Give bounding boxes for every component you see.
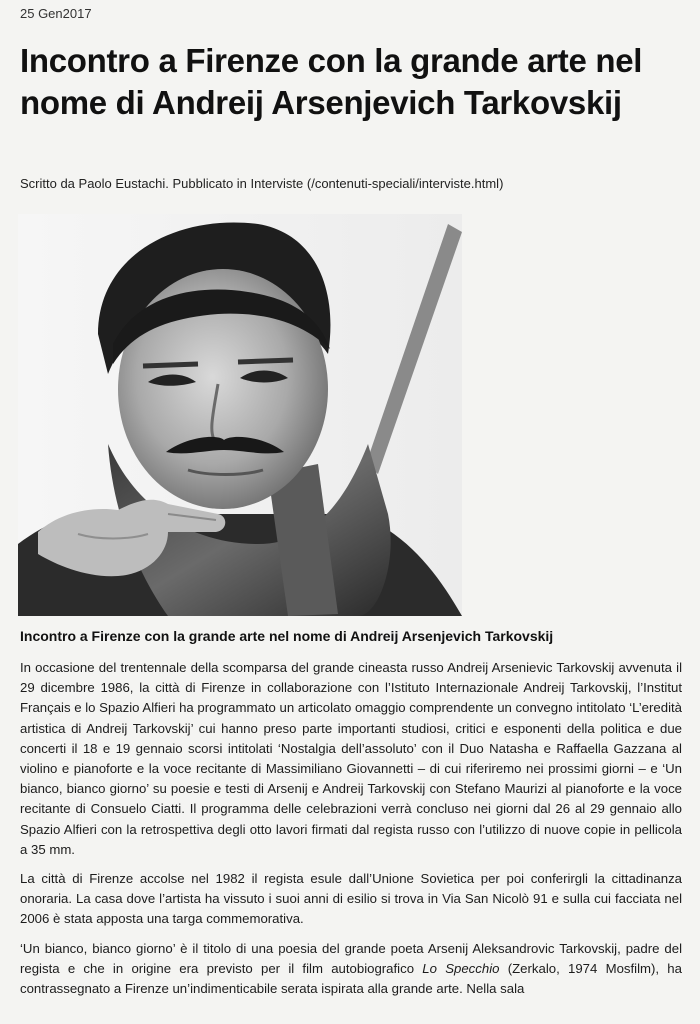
body-paragraph-3 <box>20 939 682 1000</box>
article-title: Incontro a Firenze con la grande arte nel nome di Andreij Arsenjevich Tarkovskij <box>20 42 643 121</box>
photo-caption: Incontro a Firenze con la grande arte nel nome di Andreij Arsenjevich Tarkovskij <box>20 628 554 644</box>
article-date: 25 Gen2017 <box>20 6 92 21</box>
portrait-photo <box>18 214 462 616</box>
article-byline: Scritto da Paolo Eustachi. Pubblicato in Interviste (/contenuti-speciali/interviste.html) <box>20 176 504 191</box>
paragraph-3-text-start: ‘Un bianco, bianco giorno’ è il titolo di una poesia del grande poeta Arsenij Aleksandrovic Tarkovskij, padre del regista e che in origine era previsto per il film autobiografico <box>20 940 682 976</box>
paragraph-3-text-end: (Zerkalo, 1974 Mosfilm), ha contrassegnato a Firenze un’indimenticabile serata ispirata alla grande arte. Nella sala <box>20 960 682 997</box>
film-title-lo-specchio: Lo Specchio <box>422 960 500 976</box>
article-body <box>20 658 682 1008</box>
body-paragraph-1: In occasione del trentennale della scomparsa del grande cineasta russo Andreij Arsenievic Tarkovskij avvenuta il 29 dicembre 1986, la città di Firenze in collaborazione con l’Istituto Internazionale Andreij Tarkovskij, l’Institut Français e lo Spazio Alfieri ha programmato un articolato omaggio comprendente un convegno intitolato ‘L’eredità artistica di Andreij Tarkovskij’ cui hanno preso parte importanti studiosi, critici e esponenti della politica e due concerti il 18 e 19 gennaio scorsi intitolati ‘Nostalgia dell’assoluto’ con il Duo Natasha e Raffaella Gazzana al violino e pianoforte e la voce recitante di Massimiliano Giovannetti – di cui riferiremo nei prossimi giorni – e ‘Un bianco, bianco giorno’ su poesie e testi di Arsenij e Andreij Tarkovskij con Stefano Maurizi al pianoforte e la voce recitante di Consuelo Ciatti. Il programma delle celebrazioni verrà concluso nei giorni dal 26 al 29 gennaio allo Spazio Alfieri con la retrospettiva degli otto lavori firmati dal regista russo con l’utilizzo di nuove copie in pellicola a 35 mm. <box>20 660 682 857</box>
body-paragraph-2: La città di Firenze accolse nel 1982 il regista esule dall’Unione Sovietica per poi conferirgli la cittadinanza onoraria. La casa dove l’artista ha vissuto i suoi anni di esilio si trova in Via San Nicolò 91 e sulla cui facciata nel 2006 è stata apposta una targa commemorativa. <box>20 871 682 927</box>
